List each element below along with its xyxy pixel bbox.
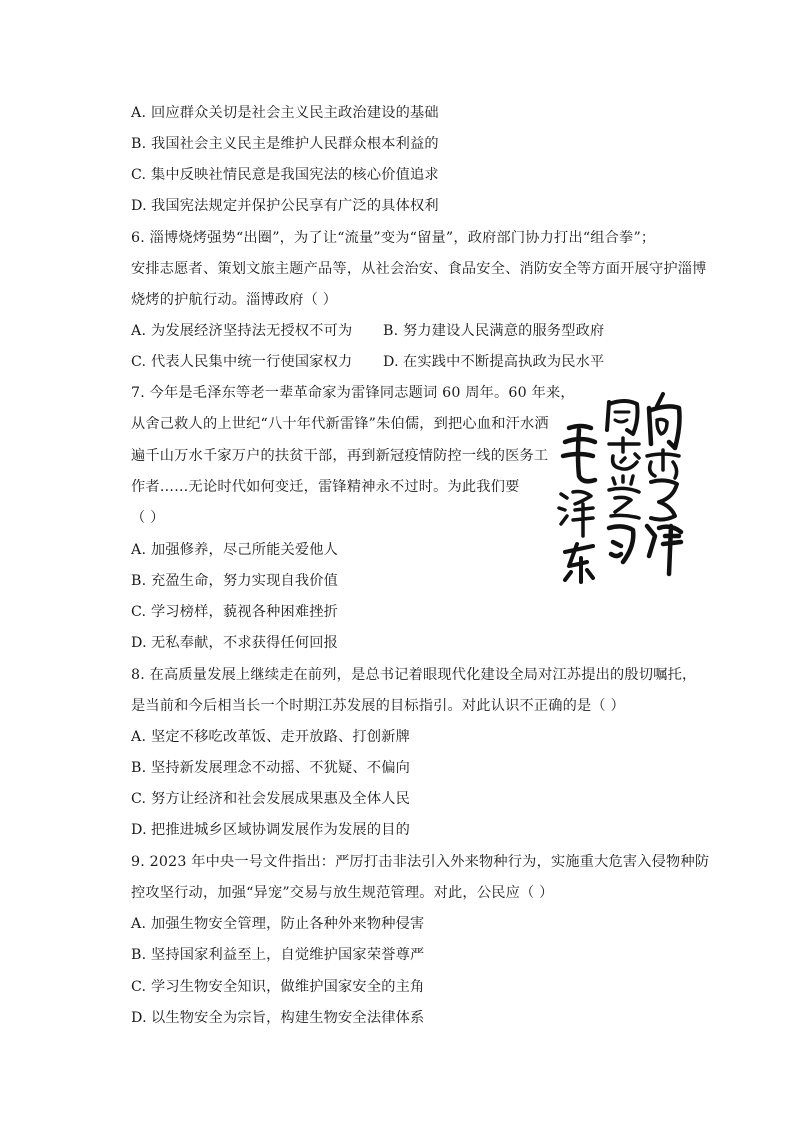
- option-label: A.: [131, 105, 147, 121]
- option-text: 坚持国家利益至上，自觉维护国家荣誉尊严: [151, 947, 425, 963]
- q9-option-d: [131, 1008, 424, 1028]
- option-label: C.: [131, 167, 147, 183]
- q7-stem-line: 遍千山万水千家万户的扶贫干部，再到新冠疫情防控一线的医务工: [131, 448, 549, 464]
- q7-stem-line: （ ）: [131, 510, 165, 526]
- q6-option-d: [383, 352, 604, 372]
- option-text: 努力建设人民满意的服务型政府: [403, 323, 605, 339]
- option-text: 集中反映社情民意是我国宪法的核心价值追求: [151, 167, 439, 183]
- q7-stem-line: 从舍己救人的上世纪“八十年代新雷锋”朱伯儒，到把心血和汗水洒: [131, 416, 549, 432]
- q8-option-c: [131, 789, 410, 809]
- q9-option-c: [131, 977, 424, 997]
- q6-stem-line: 6. 淄博烧烤强势“出圈”，为了让“流量”变为“留量”，政府部门协力打出“组合拳”；: [131, 230, 656, 246]
- option-text: 以生物安全为宗旨，构建生物安全法律体系: [151, 1010, 425, 1026]
- option-text: 学习生物安全知识，做维护国家安全的主角: [151, 979, 425, 995]
- option-label: A.: [131, 916, 147, 932]
- option-label: B.: [383, 323, 399, 339]
- q6-option-b: [383, 321, 604, 341]
- q6-stem-line: 烧烤的护航行动。淄博政府（ ）: [131, 292, 338, 308]
- option-text: 加强修养，尽己所能关爱他人: [151, 542, 339, 558]
- q8-option-b: [131, 758, 410, 778]
- option-label: A.: [131, 729, 147, 745]
- q7-option-b: [131, 571, 338, 591]
- option-label: A.: [131, 323, 147, 339]
- q5-option-b: [131, 134, 439, 154]
- option-label: C.: [131, 979, 147, 995]
- q5-option-d: [131, 196, 439, 216]
- q7-stem-line: 作者……无论时代如何变迁，雷锋精神永不过时。为此我们要: [131, 479, 520, 495]
- option-label: D.: [131, 635, 147, 651]
- q6-stem-line: 安排志愿者、策划文旅主题产品等，从社会治安、食品安全、消防安全等方面开展守护淄博: [131, 261, 707, 277]
- option-label: C.: [131, 604, 147, 620]
- q5-option-c: [131, 165, 439, 185]
- option-label: D.: [131, 198, 147, 214]
- q9-option-b: [131, 945, 424, 965]
- q8-stem-line: 是当前和今后相当长一个时期江苏发展的目标指引。对此认识不正确的是（ ）: [131, 698, 625, 714]
- option-text: 坚持新发展理念不动摇、不犹疑、不偏向: [151, 760, 410, 776]
- option-text: 为发展经济坚持法无授权不可为: [151, 323, 353, 339]
- option-label: B.: [131, 573, 147, 589]
- option-label: C.: [131, 354, 147, 370]
- q6-options-row-1: [131, 321, 605, 341]
- q9-stem-line: 9. 2023 年中央一号文件指出：严厉打击非法引入外来物种行为，实施重大危害入侵物种防: [131, 854, 710, 870]
- option-label: B.: [131, 136, 147, 152]
- q9-stem-line: 控攻坚行动，加强“异宠”交易与放生规范管理。对此，公民应（ ）: [131, 885, 554, 901]
- q6-options-row-2: [131, 352, 605, 372]
- option-label: D.: [131, 1010, 147, 1026]
- option-text: 在实践中不断提高执政为民水平: [403, 354, 605, 370]
- option-label: C.: [131, 791, 147, 807]
- q9-option-a: [131, 914, 424, 934]
- option-text: 坚定不移吃改革饭、走开放路、打创新牌: [151, 729, 410, 745]
- option-text: 我国社会主义民主是维护人民群众根本利益的: [151, 136, 439, 152]
- q7-option-c: [131, 602, 338, 622]
- calligraphy-strokes: [551, 386, 687, 586]
- q7-stem-line: 7. 今年是毛泽东等老一辈革命家为雷锋同志题词 60 周年。60 年来，: [131, 385, 575, 401]
- q8-stem-line: 8. 在高质量发展上继续走在前列，是总书记着眼现代化建设全局对江苏提出的殷切嘱托，: [131, 667, 697, 683]
- option-text: 把推进城乡区域协调发展作为发展的目的: [151, 822, 410, 838]
- option-label: B.: [131, 760, 147, 776]
- q5-option-a: [131, 103, 439, 123]
- option-text: 我国宪法规定并保护公民享有广泛的具体权利: [151, 198, 439, 214]
- q7-option-a: [131, 540, 338, 560]
- option-text: 代表人民集中统一行使国家权力: [151, 354, 353, 370]
- option-text: 充盈生命，努力实现自我价值: [151, 573, 339, 589]
- option-text: 学习榜样，藐视各种困难挫折: [151, 604, 339, 620]
- q8-option-a: [131, 727, 410, 747]
- option-label: B.: [131, 947, 147, 963]
- option-label: A.: [131, 542, 147, 558]
- q7-option-d: [131, 633, 338, 653]
- option-text: 努方让经济和社会发展成果惠及全体人民: [151, 791, 410, 807]
- calligraphy-inscription-image: [551, 386, 687, 586]
- option-label: D.: [383, 354, 399, 370]
- q8-option-d: [131, 820, 410, 840]
- option-text: 加强生物安全管理，防止各种外来物种侵害: [151, 916, 425, 932]
- option-label: D.: [131, 822, 147, 838]
- option-text: 无私奉献，不求获得任何回报: [151, 635, 339, 651]
- option-text: 回应群众关切是社会主义民主政治建设的基础: [151, 105, 439, 121]
